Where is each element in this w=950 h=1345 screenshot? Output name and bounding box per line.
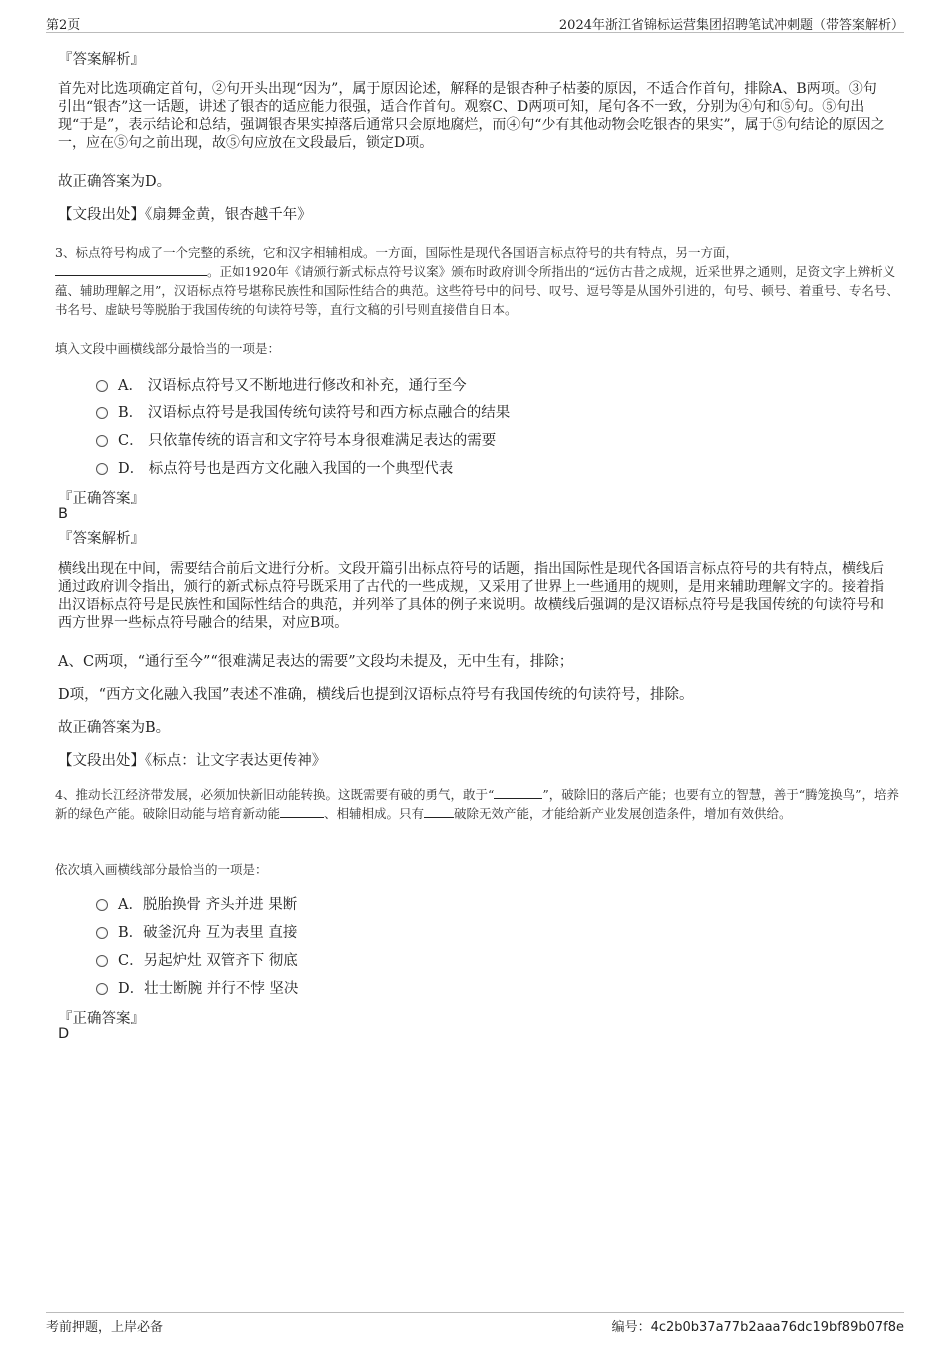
q3-analysis-d: D项，“西方文化融入我国”表述不准确，横线后也提到汉语标点符号有我国传统的句读符号，排除。 — [58, 687, 694, 703]
document-id: 编号：4c2b0b37a77b2aaa76dc19bf89b07f8e — [611, 1320, 904, 1335]
q3-analysis-label: 『答案解析』 — [58, 531, 145, 547]
document-title: 2024年浙江省锦标运营集团招聘笔试冲刺题（带答案解析） — [558, 18, 904, 33]
page-number: 第2页 — [46, 18, 81, 33]
page-header — [46, 0, 904, 33]
q2-analysis-text: 首先对比选项确定首句，②句开头出现“因为”，属于原因论述，解释的是银杏种子枯萎的原因，不适合作首句，排除A、B两项。③句引出“银杏”这一话题，讲述了银杏的适应能力很强，适合作首句。观察C、D两项可知，尾句各不一致，分别为④句和⑤句。⑤句出现“于是”，表示结论和总结，强调银杏果实掉落后通常只会原地腐烂，而④句“少有其他动物会吃银杏的果实”，属于⑤句结论的原因之一，应在⑤句之前出现，故⑤句应放在文段最后，锁定D项。 — [58, 81, 885, 151]
radio-icon[interactable] — [96, 983, 108, 995]
q4-blank-2 — [280, 805, 324, 818]
q3-stem-part-b: 。正如1920年《请颁行新式标点符号议案》颁布时政府训令所指出的“远仿古昔之成规，近采世界之通则，足资文字上辨析义蕴、辅助理解之用”，汉语标点符号堪称民族性和国际性结合的典范。这些符号中的问号、叹号、逗号等是从国外引进的，句号、顿号、着重号、专名号、书名号、虚缺号等脱胎于我国传统的句读符号等，直行文稿的引号则直接借自日本。 — [55, 264, 899, 317]
q3-source: 【文段出处】《标点：让文字表达更传神》 — [58, 753, 327, 769]
q2-conclusion: 故正确答案为D。 — [58, 174, 172, 190]
q4-stem-part-3: 、相辅相成。只有 — [324, 806, 425, 821]
q3-stem-part-a: 3、标点符号构成了一个完整的系统，它和汉字相辅相成。一方面，国际性是现代各国语言标点符号的共有特点，另一方面， — [55, 245, 738, 260]
q3-analysis-text: 横线出现在中间，需要结合前后文进行分析。文段开篇引出标点符号的话题，指出国际性是现代各国语言标点符号的共有特点，横线后通过政府训令指出，颁行的新式标点符号既采用了古代的一些成规，又采用了世界上一些通用的规则，是用来辅助理解文字的。接着指出汉语标点符号是民族性和国际性结合的典范，并列举了具体的例子来说明。故横线后强调的是汉语标点符号是我国传统的句读符号和西方世界一些标点符号融合的结果，对应B项。 — [58, 561, 884, 631]
q4-answer-label: 『正确答案』 — [58, 1011, 145, 1027]
radio-icon[interactable] — [96, 899, 108, 911]
q4-option-d-label: D．壮士断腕 并行不悖 坚决 — [118, 981, 299, 997]
q4-option-b-label: B．破釜沉舟 互为表里 直接 — [118, 925, 298, 941]
q3-answer: B — [58, 506, 68, 522]
q4-stem-part-4: 破除无效产能，才能给新产业发展创造条件，增加有效供给。 — [454, 806, 792, 821]
q3-prompt: 填入文段中画横线部分最恰当的一项是： — [55, 341, 281, 356]
q3-option-a-label: A． 汉语标点符号又不断地进行修改和补充，通行至今 — [118, 378, 467, 394]
q2-source: 【文段出处】《扇舞金黄，银杏越千年》 — [58, 207, 312, 223]
q3-answer-label: 『正确答案』 — [58, 491, 145, 507]
radio-icon[interactable] — [96, 955, 108, 967]
q3-option-d-label: D． 标点符号也是西方文化融入我国的一个典型代表 — [118, 461, 454, 477]
q4-blank-3 — [424, 805, 454, 818]
q3-option-b-label: B． 汉语标点符号是我国传统句读符号和西方标点融合的结果 — [118, 405, 511, 421]
q4-answer: D — [58, 1026, 70, 1042]
radio-icon[interactable] — [96, 927, 108, 939]
q4-stem — [55, 785, 901, 823]
radio-icon[interactable] — [96, 435, 108, 447]
q4-prompt: 依次填入画横线部分最恰当的一项是： — [55, 862, 268, 877]
q4-stem-part-2: ”，破除旧的落后产能；也要有立的智慧，善于“腾笼换鸟”，培养新的绿色产能。破除旧动能与培育新动能 — [55, 787, 900, 821]
q4-stem-part-1: 4、推动长江经济带发展，必须加快新旧动能转换。这既需要有破的勇气，敢于“ — [55, 787, 495, 802]
q3-option-c-label: C． 只依靠传统的语言和文字符号本身很难满足表达的需要 — [118, 433, 497, 449]
q3-conclusion: 故正确答案为B。 — [58, 720, 171, 736]
radio-icon[interactable] — [96, 380, 108, 392]
radio-icon[interactable] — [96, 463, 108, 475]
footer-slogan: 考前押题，上岸必备 — [46, 1320, 164, 1335]
q3-analysis-ac: A、C两项，“通行至今”“很难满足表达的需要”文段均未提及，无中生有，排除； — [58, 654, 574, 670]
q4-blank-1 — [494, 786, 542, 799]
q3-stem — [55, 243, 901, 319]
q2-analysis-label: 『答案解析』 — [58, 52, 145, 68]
q4-option-a-label: A．脱胎换骨 齐头并进 果断 — [118, 897, 298, 913]
page-footer — [46, 1312, 904, 1335]
q4-option-c-label: C．另起炉灶 双管齐下 彻底 — [118, 953, 298, 969]
radio-icon[interactable] — [96, 407, 108, 419]
q3-blank — [55, 263, 207, 276]
